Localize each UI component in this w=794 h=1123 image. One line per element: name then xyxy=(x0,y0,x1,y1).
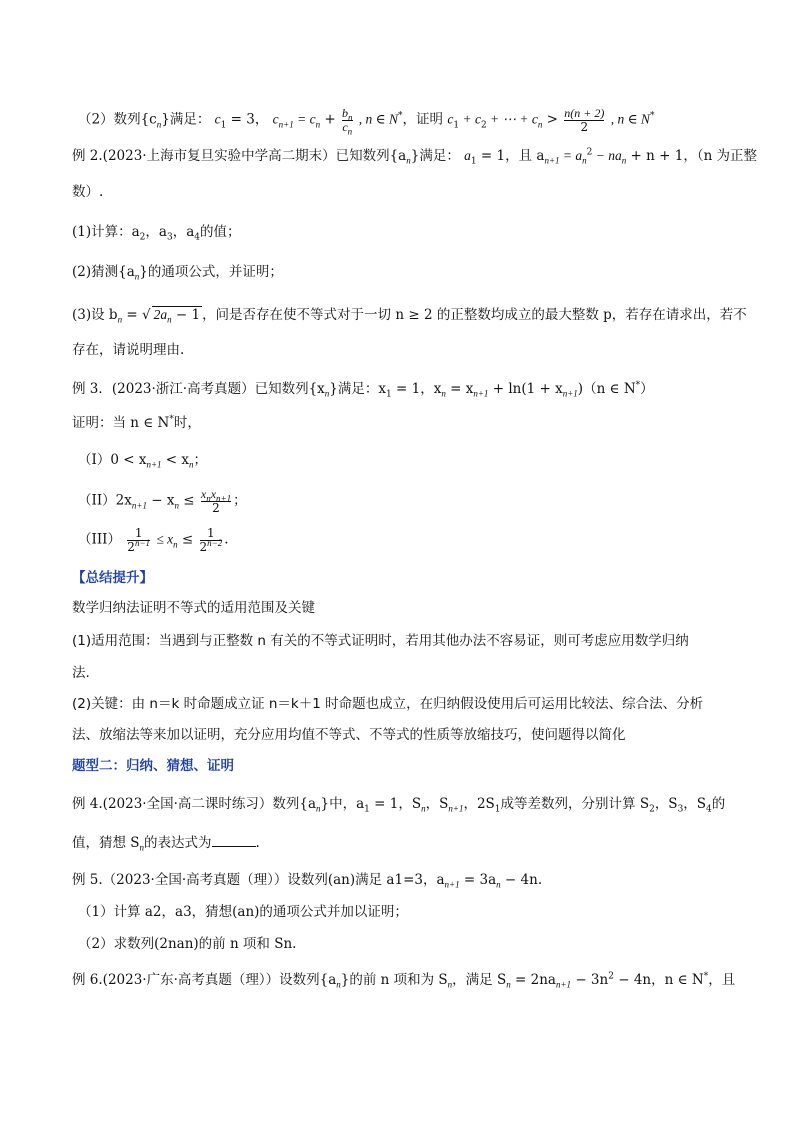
fraction-1-over-2-n-1: $\frac{1}{2^{n-1}}$ xyxy=(127,526,151,554)
fraction-xnxn1-over-2: $\frac{x_nx_{n+1}}{2}$ xyxy=(200,487,232,515)
summary-point-2-cont: 法、放缩法等来加以证明，充分应用均值不等式、不等式的性质等放缩技巧，使问题得以简化 xyxy=(72,727,626,743)
fraction-bn-cn: $\frac{b_n}{c_n}$ xyxy=(342,106,353,136)
summary-heading: 【总结提升】 xyxy=(72,570,153,586)
summary-point-1: (1)适用范围：当遇到与正整数 n 有关的不等式证明时，若用其他办法不容易证，则可考虑应用数学归纳 xyxy=(72,633,689,649)
example-3-part-ii: $(II)2x_{n+1} - x_n$ ≤ $\frac{x_nx_{n+1}}{2}$ ； xyxy=(78,487,247,515)
section-heading-type-2: 题型二：归纳、猜想、证明 xyxy=(72,758,234,774)
example-4-statement: 例 4.(2023·全国·高二课时练习）数列$\{a_n\}$中，$a_1 = 1$，$S_n$，$S_{n+1}$，$2S_1$成等差数列，分别计算 $S_2$，$S_3$，$S_4$的 xyxy=(72,796,726,815)
example-3-part-i: $(I)0 < x_{n+1} < x_n$； xyxy=(78,452,208,470)
example-2-part-1: (1)计算：$a_2$，$a_3$，$a_4$的值； xyxy=(72,224,241,243)
summary-point-1-cont: 法. xyxy=(72,665,90,681)
problem-part-2-line: （2）数列$\{c_n\}$满足： $c_1 = 3$， $c_{n+1} = c_n$ + $\frac{b_n}{c_n}$ , n ∈ N*，证明 $c_1 + c_2$ + ⋯ + $c_n$ > $\frac{n(n + 2)}{2}$ , n ∈ N* xyxy=(78,106,655,136)
example-4-question: 值，猜想 $S_n$的表达式为 . xyxy=(72,835,260,853)
example-5-statement: 例 5.（2023·全国·高考真题（理））设数列(an)满足 a1=3，$a_{n+1} = 3a_n - 4n$. xyxy=(72,872,543,890)
example-2-continuation: 数）. xyxy=(72,184,104,200)
example-2-statement: 例 2.(2023·上海市复旦实验中学高二期末）已知数列$\{a_n\}$满足： $a_1 = 1$，且 $a_{n+1} = a_n^2 - na_n + n + 1$，（n 为正整 xyxy=(72,147,758,167)
example-2-part-2: (2)猜测$\{a_n\}$的通项公式，并证明； xyxy=(72,264,283,282)
fraction-1-over-2-n-2: $\frac{1}{2^{n-2}}$ xyxy=(199,526,223,554)
summary-title: 数学归纳法证明不等式的适用范围及关键 xyxy=(72,600,315,616)
example-6-statement: 例 6.(2023·广东·高考真题（理））设数列$\{a_n\}$的前 n 项和为 $S_n$，满足 $S_n = 2na_{n+1} - 3n^2 - 4n$，n ∈ N*，且 xyxy=(72,971,736,990)
example-2-part-3: (3)设 $b_n$ = √ $2a_n - 1$ ，问是否存在使不等式对于一切 n ≥ 2 的正整数均成立的最大整数 p，若存在请求出，若不 xyxy=(72,307,747,325)
example-3-part-iii: （III） $\frac{1}{2^{n-1}}$ ≤ $x_n$ ≤ $\frac{1}{2^{n-2}}$ . xyxy=(78,526,229,554)
fraction-n-n2-over-2: $\frac{n(n + 2)}{2}$ xyxy=(564,106,605,134)
example-5-part-2: （2）求数列(2nan)的前 n 项和 Sn. xyxy=(78,936,297,952)
summary-point-2: (2)关键：由 n＝k 时命题成立证 n＝k＋1 时命题也成立，在归纳假设使用后可运用比较法、综合法、分析 xyxy=(72,696,704,712)
example-5-part-1: （1）计算 a2，a3，猜想(an)的通项公式并加以证明； xyxy=(78,904,408,920)
answer-blank[interactable] xyxy=(212,834,256,847)
example-3-proof-intro: 证明：当 n ∈ N*时， xyxy=(72,414,201,431)
example-2-part-3-cont: 存在，请说明理由. xyxy=(72,342,185,358)
example-3-statement: 例 3．(2023·浙江·高考真题）已知数列$\{x_n\}$满足：$x_1 = 1$，$x_n = x_{n+1} + \ln(1 + x_{n+1})(n$ ∈ N*） xyxy=(72,380,654,400)
